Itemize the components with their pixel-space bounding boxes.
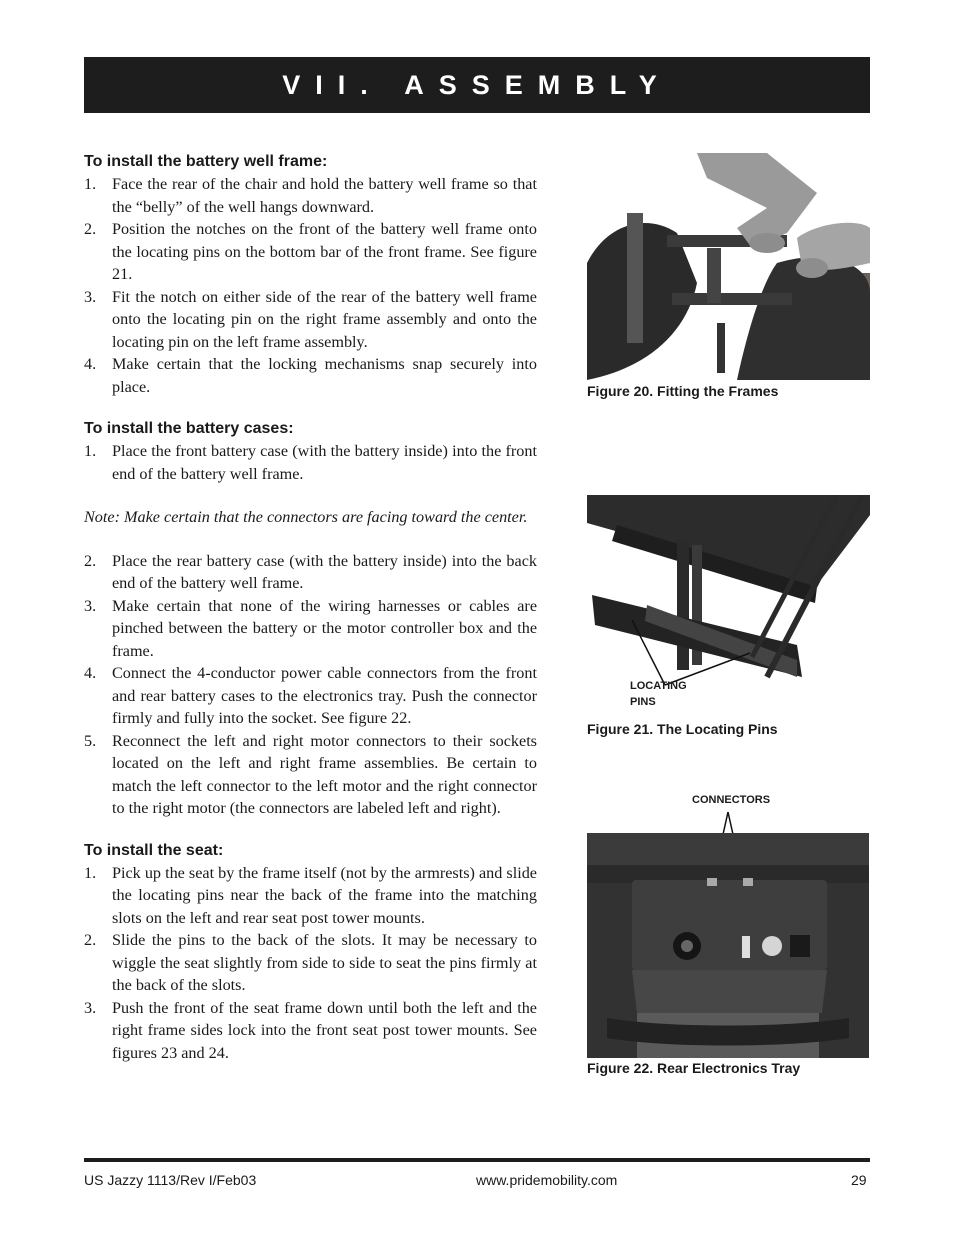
seat-section bbox=[84, 841, 537, 1065]
section-heading: To install the battery cases: bbox=[84, 420, 294, 437]
locating-pins-label: LOCATING PINS bbox=[630, 680, 687, 708]
figure-22-caption: Figure 22. Rear Electronics Tray bbox=[587, 1060, 801, 1076]
section-title: VII. ASSEMBLY bbox=[282, 69, 672, 100]
list-item: 1. Place the front battery case (with the battery inside) into the front end of the battery well frame. bbox=[84, 442, 537, 483]
section-heading: To install the seat: bbox=[84, 841, 224, 859]
section-title-banner bbox=[84, 57, 870, 113]
footer-document-id: US Jazzy 1113/Rev I/Feb03 bbox=[84, 1172, 257, 1188]
battery-well-frame-section bbox=[84, 152, 537, 398]
list-item: 4. Make certain that the locking mechanisms snap securely into place. bbox=[84, 355, 537, 396]
footer-website: www.pridemobility.com bbox=[476, 1172, 618, 1188]
connectors-label: CONNECTORS bbox=[692, 794, 771, 806]
battery-cases-section bbox=[84, 419, 537, 820]
instruction-list bbox=[84, 550, 537, 820]
list-item: 4. Connect the 4-conductor power cable connectors from the front and rear battery cases to the electronics tray. Push the connector firmly and fully into the socket. See figure 22. bbox=[84, 664, 537, 727]
page-number: 29 bbox=[851, 1172, 867, 1188]
list-item: 2. Position the notches on the front of the battery well frame onto the locating pins on the bottom bar of the front frame. See figure 21. bbox=[84, 220, 537, 283]
list-item: 5. Reconnect the left and right motor connectors to their sockets located on the left and right frame assemblies. Be certain to match the left connector to the left motor and the right connector to the right motor (the connectors are labeled left and right). bbox=[84, 731, 537, 817]
figure-22-electronics-tray-photo bbox=[587, 808, 869, 1058]
list-item: 2. Place the rear battery case (with the battery inside) into the back end of the battery well frame. bbox=[84, 551, 537, 592]
figure-20-fitting-frames-photo bbox=[587, 153, 870, 380]
instruction-list bbox=[84, 862, 537, 1065]
list-item: 3. Fit the notch on either side of the rear of the battery well frame onto the locating pin on the right frame assembly and onto the locating pin on the left frame assembly. bbox=[84, 287, 537, 351]
figure-21-caption: Figure 21. The Locating Pins bbox=[587, 721, 778, 737]
note-text: Note: Make certain that the connectors are facing toward the center. bbox=[84, 508, 528, 526]
instruction-list bbox=[84, 440, 537, 485]
section-heading: To install the battery well frame: bbox=[84, 153, 328, 170]
figure-20-caption: Figure 20. Fitting the Frames bbox=[587, 383, 779, 399]
instruction-list bbox=[84, 173, 537, 398]
list-item: 1. Face the rear of the chair and hold the battery well frame so that the “belly” of the well hangs downward. bbox=[84, 175, 537, 216]
instructions-column bbox=[84, 152, 537, 1085]
list-item: 2. Slide the pins to the back of the slots. It may be necessary to wiggle the seat slightly from side to side to seat the pins firmly at the back of the slots. bbox=[84, 931, 537, 994]
list-item: 3. Push the front of the seat frame down until both the left and the right frame sides lock into the front seat post tower mounts. See figures 23 and 24. bbox=[84, 998, 537, 1062]
footer-rule bbox=[84, 1158, 870, 1162]
list-item: 3. Make certain that none of the wiring harnesses or cables are pinched between the battery or the motor controller box and the frame. bbox=[84, 596, 537, 660]
list-item: 1. Pick up the seat by the frame itself (not by the armrests) and slide the locating pins near the back of the frame into the matching slots on the left and rear seat post tower mounts. bbox=[84, 863, 537, 927]
